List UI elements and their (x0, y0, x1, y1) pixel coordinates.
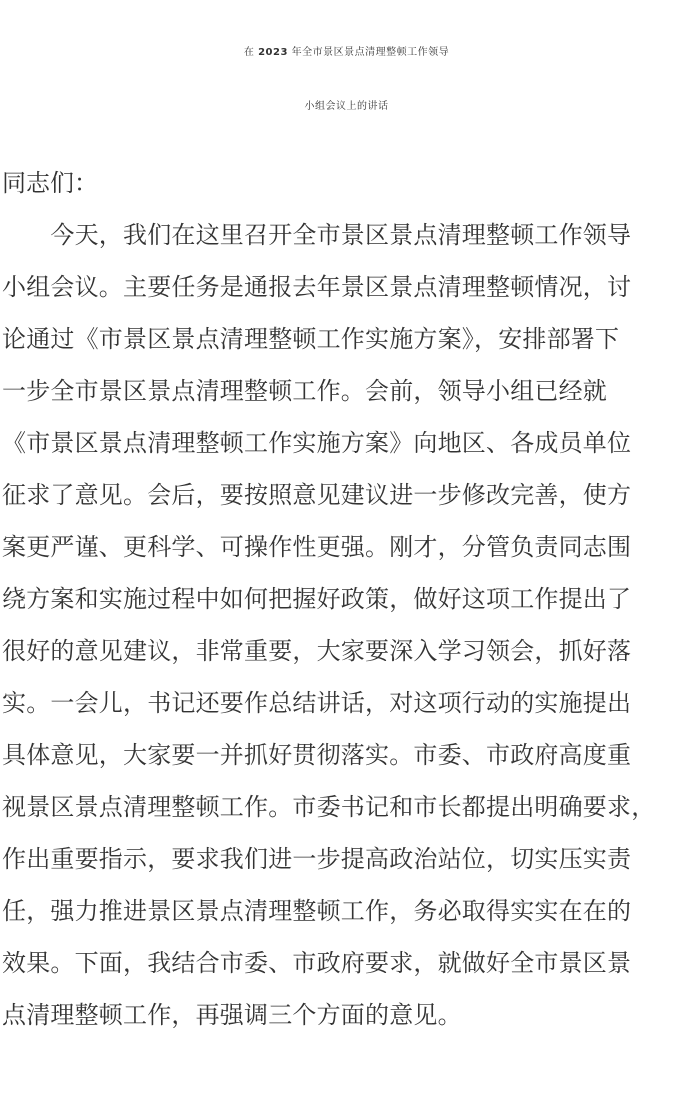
body-line: 点清理整顿工作，再强调三个方面的意见。 (2, 1001, 462, 1029)
title-year: 2023 (258, 47, 288, 58)
body-line: 绕方案和实施过程中如何把握好政策，做好这项工作提出了 (2, 585, 632, 613)
title-line-1 (0, 26, 693, 80)
body-line: 一步全市景区景点清理整顿工作。会前，领导小组已经就 (2, 377, 607, 405)
body-line: 案更严谨、更科学、可操作性更强。刚才，分管负责同志围 (2, 533, 632, 561)
greeting: 同志们： (2, 169, 98, 197)
title-prefix: 在 (243, 47, 259, 58)
body-line: 很好的意见建议，非常重要，大家要深入学习领会，抓好落 (2, 637, 632, 665)
body-line: 视景区景点清理整顿工作。市委书记和市长都提出明确要求， (2, 793, 656, 821)
title-line-2: 小组会议上的讲话 (304, 101, 389, 112)
body-line: 作出重要指示，要求我们进一步提高政治站位，切实压实责 (2, 845, 632, 873)
body-line: 具体意见，大家要一并抓好贯彻落实。市委、市政府高度重 (2, 741, 632, 769)
body-line: 任，强力推进景区景点清理整顿工作，务必取得实实在在的 (2, 897, 632, 925)
document-title (0, 26, 693, 134)
body-line: 效果。下面，我结合市委、市政府要求，就做好全市景区景 (2, 949, 632, 977)
title-rest: 年全市景区景点清理整顿工作领导 (287, 47, 450, 58)
body-line: 今天，我们在这里召开全市景区景点清理整顿工作领导 (2, 221, 632, 249)
body-line: 论通过《市景区景点清理整顿工作实施方案》，安排部署下 (2, 325, 620, 353)
body-line: 《市景区景点清理整顿工作实施方案》向地区、各成员单位 (2, 429, 632, 457)
body-line: 实。一会儿，书记还要作总结讲话，对这项行动的实施提出 (2, 689, 632, 717)
body-line: 征求了意见。会后，要按照意见建议进一步修改完善，使方 (2, 481, 632, 509)
body-line: 小组会议。主要任务是通报去年景区景点清理整顿情况，讨 (2, 273, 632, 301)
